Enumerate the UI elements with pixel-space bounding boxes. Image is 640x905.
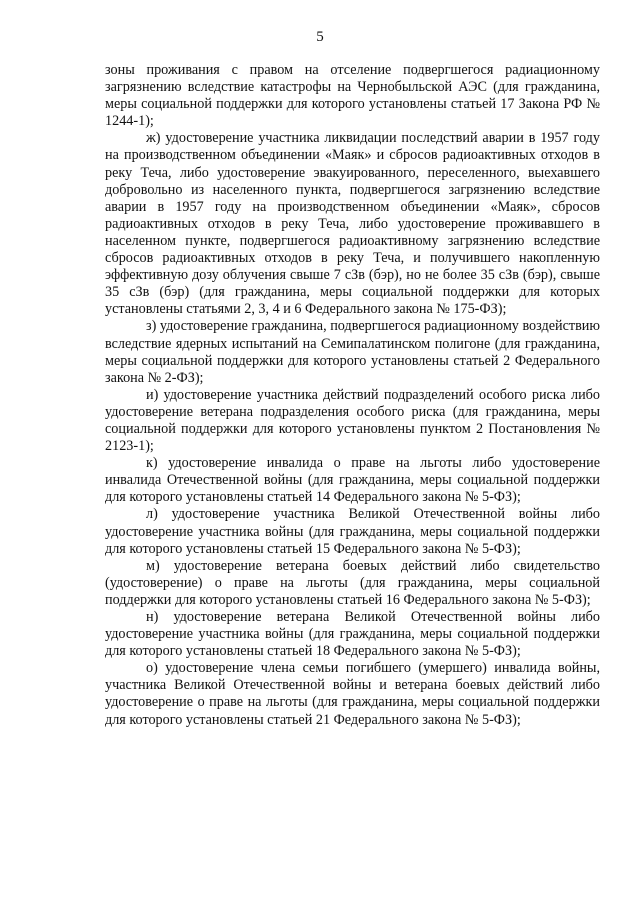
paragraph-item-o: о) удостоверение члена семьи погибшего (умершего) инвалида войны, участника Великой Отечественной войны и ветерана боевых действий либо удостоверение о праве на льготы (для гражданина, меры социальной поддержки для которого установлены статьей 21 Федерального закона № 5-ФЗ); [105,660,600,728]
page-number: 5 [316,29,324,45]
paragraph-continuation: зоны проживания с правом на отселение подвергшегося радиационному загрязнению вследствие катастрофы на Чернобыльской АЭС (для гражданина, меры социальной поддержки для которого установлены статьей 17 Закона РФ № 1244-1); [105,62,600,130]
paragraph-item-m: м) удостоверение ветерана боевых действий либо свидетельство (удостоверение) о праве на льготы (для гражданина, меры социальной поддержки для которого установлены статьей 16 Федерального закона № 5-ФЗ); [105,557,600,608]
paragraph-item-z: з) удостоверение гражданина, подвергшегося радиационному воздействию вследствие ядерных испытаний на Семипалатинском полигоне (для гражданина, меры социальной поддержки для которого установлены статьей 2 Федерального закона № 2-ФЗ); [105,318,600,386]
paragraph-item-n: н) удостоверение ветерана Великой Отечественной войны либо удостоверение участника войны (для гражданина, меры социальной поддержки для которого установлены статьей 18 Федерального закона № 5-ФЗ); [105,609,600,660]
document-body [105,62,600,729]
paragraph-item-i: и) удостоверение участника действий подразделений особого риска либо удостоверение ветерана подразделения особого риска (для гражданина, меры социальной поддержки для которого установлены пунктом 2 Постановления № 2123-1); [105,386,600,455]
paragraph-item-l: л) удостоверение участника Великой Отечественной войны либо удостоверение участника войны (для гражданина, меры социальной поддержки для которого установлены статьей 15 Федерального закона № 5-ФЗ); [105,506,600,557]
paragraph-item-zh: ж) удостоверение участника ликвидации последствий аварии в 1957 году на производственном объединении «Маяк» и сбросов радиоактивных отходов в реку Теча, либо удостоверение эвакуированного, переселенного, выехавшего добровольно из населенного пункта, подвергшегося загрязнению вследствие аварии в 1957 году на производственном объединении «Маяк», сбросов радиоактивных отходов в реку Теча, либо удостоверение проживавшего в населенном пункте, подвергшегося радиоактивному загрязнению вследствие сбросов радиоактивных отходов в реку Теча, и получившего накопленную эффективную дозу облучения свыше 7 сЗв (бэр), но не более 35 сЗв (бэр), свыше 35 сЗв (бэр) (для гражданина, меры социальной поддержки для которых установлены статьями 2, 3, 4 и 6 Федерального закона № 175-ФЗ); [105,130,600,318]
paragraph-item-k: к) удостоверение инвалида о праве на льготы либо удостоверение инвалида Отечественной войны (для гражданина, меры социальной поддержки для которого установлены статьей 14 Федерального закона № 5-ФЗ); [105,455,600,506]
